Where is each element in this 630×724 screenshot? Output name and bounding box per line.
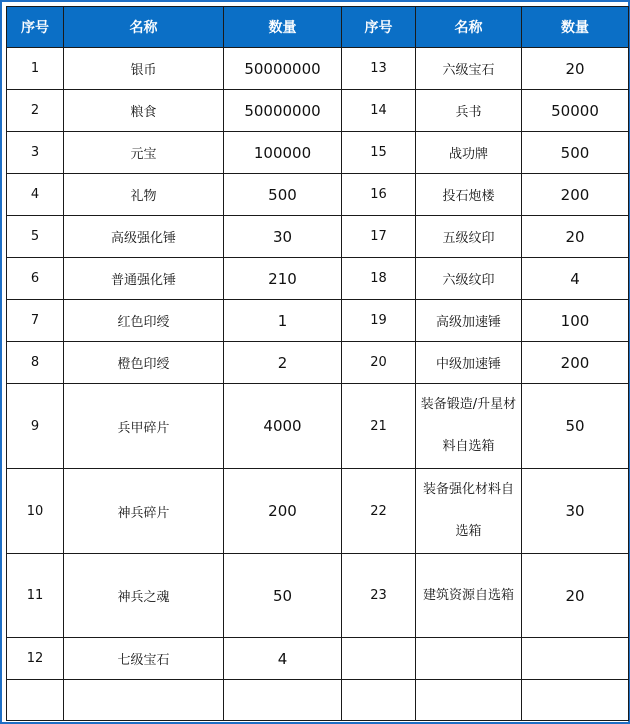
row-no: 4 (7, 174, 64, 216)
empty-cell (522, 680, 629, 721)
item-qty: 4000 (224, 384, 342, 469)
item-name: 元宝 (64, 132, 224, 174)
item-name: 兵书 (416, 90, 522, 132)
item-qty: 200 (522, 342, 629, 384)
row-no: 13 (342, 48, 416, 90)
row-no: 5 (7, 216, 64, 258)
empty-cell (416, 680, 522, 721)
empty-row (7, 680, 629, 721)
item-name: 红色印绶 (64, 300, 224, 342)
item-qty: 4 (224, 638, 342, 680)
item-name: 神兵之魂 (64, 554, 224, 638)
item-name: 六级纹印 (416, 258, 522, 300)
item-quantity-table (6, 6, 629, 721)
row-no: 1 (7, 48, 64, 90)
row-no: 8 (7, 342, 64, 384)
item-name-text: 装备锻造/升星材料自选箱 (420, 397, 517, 454)
row-no: 11 (7, 554, 64, 638)
row-no: 23 (342, 554, 416, 638)
header-qty-left: 数量 (224, 7, 342, 48)
row-no: 18 (342, 258, 416, 300)
item-name-text: 建筑资源自选箱 (422, 587, 514, 603)
item-qty: 50000000 (224, 48, 342, 90)
item-name: 投石炮楼 (416, 174, 522, 216)
table-row (7, 469, 629, 554)
item-qty: 4 (522, 258, 629, 300)
empty-cell (64, 680, 224, 721)
item-qty: 1 (224, 300, 342, 342)
item-name: 神兵碎片 (64, 469, 224, 554)
row-no: 6 (7, 258, 64, 300)
item-name: 高级加速锤 (416, 300, 522, 342)
item-qty: 50000000 (224, 90, 342, 132)
item-name: 高级强化锤 (64, 216, 224, 258)
item-qty: 20 (522, 48, 629, 90)
row-no: 15 (342, 132, 416, 174)
table-row (7, 174, 629, 216)
item-name: 普通强化锤 (64, 258, 224, 300)
header-name-left: 名称 (64, 7, 224, 48)
table-row (7, 132, 629, 174)
item-name: 中级加速锤 (416, 342, 522, 384)
row-no: 17 (342, 216, 416, 258)
empty-cell (7, 680, 64, 721)
row-no: 9 (7, 384, 64, 469)
item-qty: 30 (224, 216, 342, 258)
item-qty: 500 (522, 132, 629, 174)
item-name (416, 384, 522, 469)
row-no: 21 (342, 384, 416, 469)
table-row (7, 342, 629, 384)
row-no: 2 (7, 90, 64, 132)
item-name: 礼物 (64, 174, 224, 216)
item-name: 银币 (64, 48, 224, 90)
item-qty: 210 (224, 258, 342, 300)
header-name-right: 名称 (416, 7, 522, 48)
table-row (7, 554, 629, 638)
item-qty: 50 (522, 384, 629, 469)
item-name: 战功牌 (416, 132, 522, 174)
item-name-text: 装备强化材料自选箱 (422, 482, 514, 539)
row-no: 20 (342, 342, 416, 384)
row-no: 14 (342, 90, 416, 132)
item-qty: 200 (522, 174, 629, 216)
item-qty: 50 (224, 554, 342, 638)
item-qty: 2 (224, 342, 342, 384)
item-qty: 100000 (224, 132, 342, 174)
header-no-right: 序号 (342, 7, 416, 48)
item-name: 六级宝石 (416, 48, 522, 90)
row-no: 19 (342, 300, 416, 342)
item-qty: 200 (224, 469, 342, 554)
item-qty: 50000 (522, 90, 629, 132)
row-no: 3 (7, 132, 64, 174)
empty-cell (224, 680, 342, 721)
row-no: 10 (7, 469, 64, 554)
item-name: 兵甲碎片 (64, 384, 224, 469)
table-row (7, 258, 629, 300)
table-row (7, 638, 629, 680)
item-name (416, 469, 522, 554)
item-name: 七级宝石 (64, 638, 224, 680)
row-no: 16 (342, 174, 416, 216)
empty-cell (342, 680, 416, 721)
table-row (7, 384, 629, 469)
item-qty: 500 (224, 174, 342, 216)
table-row (7, 216, 629, 258)
item-name (416, 638, 522, 680)
item-qty: 20 (522, 554, 629, 638)
item-name: 橙色印绶 (64, 342, 224, 384)
item-qty: 30 (522, 469, 629, 554)
row-no (342, 638, 416, 680)
row-no: 7 (7, 300, 64, 342)
header-qty-right: 数量 (522, 7, 629, 48)
table-header-row (7, 7, 629, 48)
header-no-left: 序号 (7, 7, 64, 48)
item-name (416, 554, 522, 638)
table-row (7, 300, 629, 342)
item-name: 五级纹印 (416, 216, 522, 258)
item-qty (522, 638, 629, 680)
row-no: 22 (342, 469, 416, 554)
table-row (7, 90, 629, 132)
table-row (7, 48, 629, 90)
item-qty: 100 (522, 300, 629, 342)
item-name: 粮食 (64, 90, 224, 132)
row-no: 12 (7, 638, 64, 680)
item-qty: 20 (522, 216, 629, 258)
